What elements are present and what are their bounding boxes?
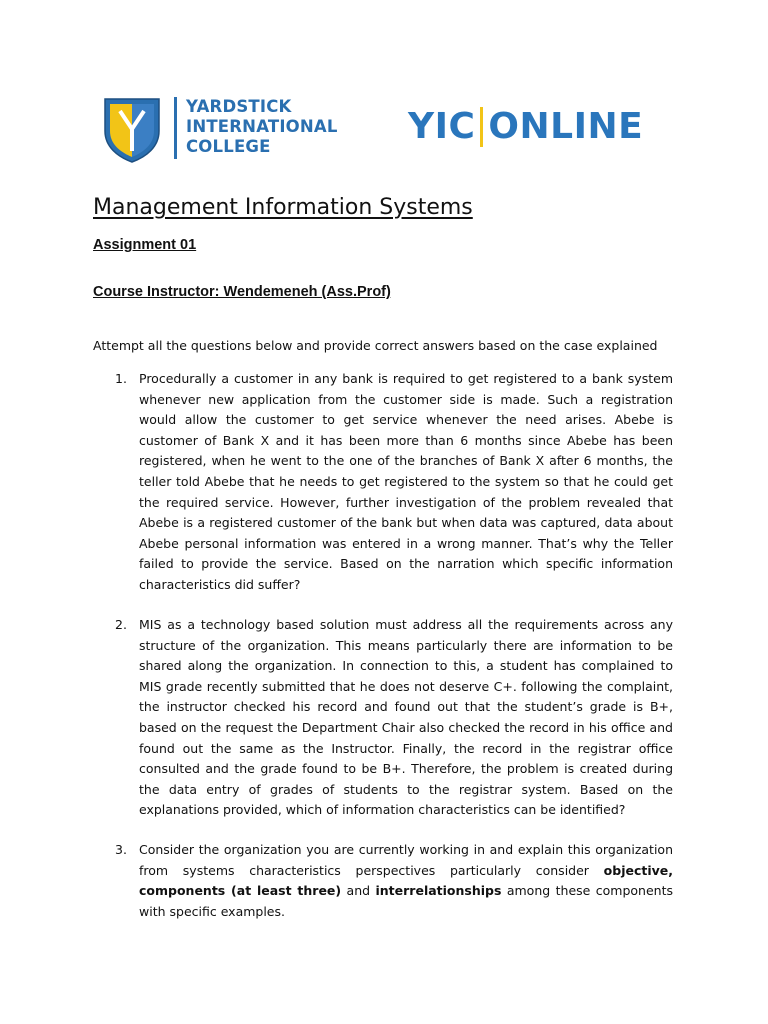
question-number: 1. — [115, 371, 127, 386]
question-emphasis: objective, components (at least three) — [139, 862, 673, 899]
college-name-logo — [186, 97, 338, 157]
assignment-heading: Assignment 01 — [93, 237, 197, 253]
instructions-text: Attempt all the questions below and provide correct answers based on the case explained — [93, 338, 658, 353]
yic-online-logo — [408, 103, 643, 151]
page-title: Management Information Systems — [93, 195, 473, 220]
college-name-line-1: YARDSTICK — [186, 97, 292, 116]
question-text-part: and — [341, 883, 376, 899]
question-number: 3. — [115, 842, 127, 857]
question-text-part: among these components with specific examples. — [139, 883, 673, 919]
college-name-line-3: COLLEGE — [186, 137, 271, 156]
instructor-heading: Course Instructor: Wendemeneh (Ass.Prof) — [93, 284, 391, 300]
college-name-line-2: INTERNATIONAL — [186, 117, 338, 136]
question-text — [139, 840, 673, 922]
question-item — [93, 369, 673, 596]
shield-icon — [102, 95, 162, 163]
question-item — [93, 840, 673, 922]
document-header — [102, 95, 672, 165]
question-number: 2. — [115, 617, 127, 632]
question-emphasis: interrelationships — [375, 883, 502, 899]
yic-logo-right: ONLINE — [488, 106, 644, 147]
question-text-part: Consider the organization you are currently working in and explain this organization from systems characteristics perspectives particularly consider — [139, 842, 673, 878]
question-text: MIS as a technology based solution must address all the requirements across any structure of the organization. This means particularly there are information to be shared along the organization. In connection to this, a student has complained to MIS grade recently submitted that he does not deserve C+. following the complaint, the instructor checked his record and found out that the student’s grade is B+, based on the request the Department Chair also checked the record in his office and found out the same as the Instructor. Finally, the record in the registrar office consulted and the grade found to be B+. Therefore, the problem is created during the data entry of grades of students to the registrar system. Based on the explanations provided, which of information characteristics can be identified? — [139, 617, 673, 818]
yic-logo-left: YIC — [408, 106, 476, 147]
question-item — [93, 615, 673, 821]
question-text: Procedurally a customer in any bank is required to get registered to a bank system whenever new application from the customer side is made. Such a registration would allow the customer to get service whenever the need arises. Abebe is customer of Bank X and it has been more than 6 months since Abebe has been registered, when he went to the one of the branches of Bank X after 6 months, the teller told Abebe that he needs to get registered to the system so that he could get the required service. However, further investigation of the problem revealed that Abebe is a registered customer of the bank but when data was captured, data about Abebe personal information was entered in a wrong manner. That’s why the Teller failed to provide the service. Based on the narration which specific information characteristics did suffer? — [139, 371, 673, 592]
college-shield-logo — [102, 95, 162, 163]
logo-divider — [174, 97, 177, 159]
yic-logo-separator — [480, 107, 483, 147]
